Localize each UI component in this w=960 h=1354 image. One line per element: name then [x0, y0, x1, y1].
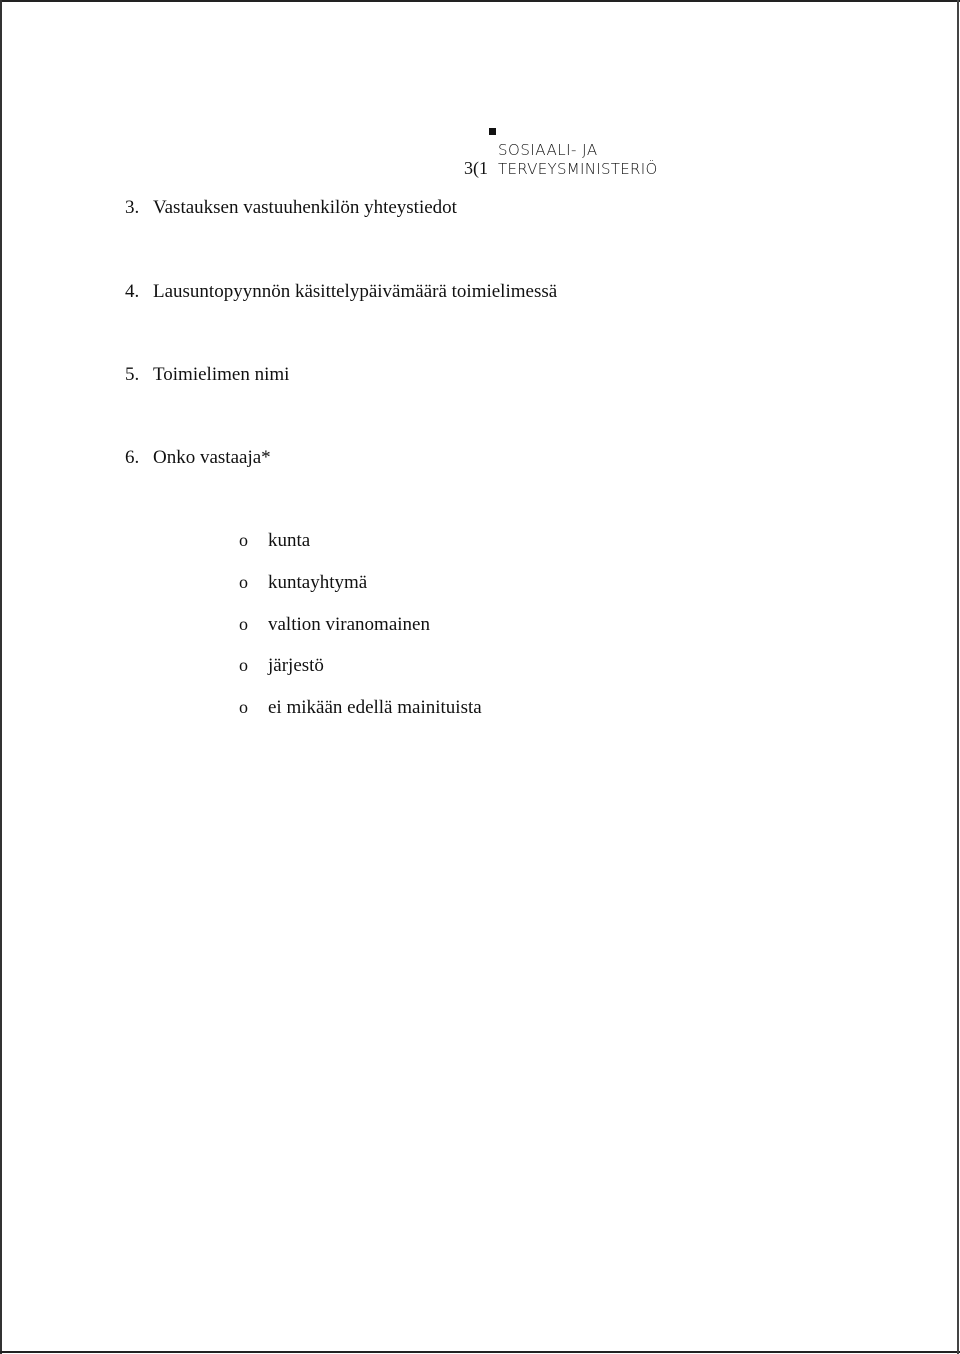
question-number: 6. — [125, 447, 140, 468]
question-number: 3. — [125, 197, 140, 218]
option-marker-icon[interactable]: o — [239, 614, 248, 634]
question-label: Toimielimen nimi — [153, 364, 290, 385]
option-marker-icon[interactable]: o — [239, 530, 248, 550]
option-kuntayhtyma[interactable] — [239, 571, 367, 594]
question-6 — [125, 447, 271, 469]
option-label: ei mikään edellä mainituista — [268, 697, 482, 718]
option-ei-mikaan[interactable] — [239, 696, 482, 719]
question-label: Onko vastaaja* — [153, 447, 271, 468]
question-4 — [125, 281, 557, 303]
ministry-logo-square-icon — [489, 128, 496, 135]
question-3 — [125, 197, 457, 219]
ministry-name-line1: SOSIAALI- JA — [498, 141, 598, 159]
option-jarjesto[interactable] — [239, 654, 324, 677]
question-number: 4. — [125, 281, 140, 302]
page-border-right — [957, 0, 959, 1354]
option-marker-icon[interactable]: o — [239, 572, 248, 592]
option-label: kunta — [268, 530, 311, 551]
page-border-bottom — [0, 1351, 960, 1353]
page-border-left — [0, 0, 2, 1354]
option-marker-icon[interactable]: o — [239, 697, 248, 717]
option-valtion-viranomainen[interactable] — [239, 613, 430, 636]
question-number: 5. — [125, 364, 140, 385]
option-label: järjestö — [268, 655, 324, 676]
option-label: valtion viranomainen — [268, 614, 430, 635]
question-label: Vastauksen vastuuhenkilön yhteystiedot — [153, 197, 457, 218]
option-label: kuntayhtymä — [268, 572, 368, 593]
option-kunta[interactable] — [239, 529, 310, 552]
ministry-name-line2: TERVEYSMINISTERIÖ — [498, 160, 658, 178]
option-marker-icon[interactable]: o — [239, 655, 248, 675]
question-label: Lausuntopyynnön käsittelypäivämäärä toimielimessä — [153, 281, 558, 302]
page-border-top — [0, 0, 960, 2]
question-5 — [125, 364, 289, 386]
page-number: 3(1 — [464, 158, 488, 178]
